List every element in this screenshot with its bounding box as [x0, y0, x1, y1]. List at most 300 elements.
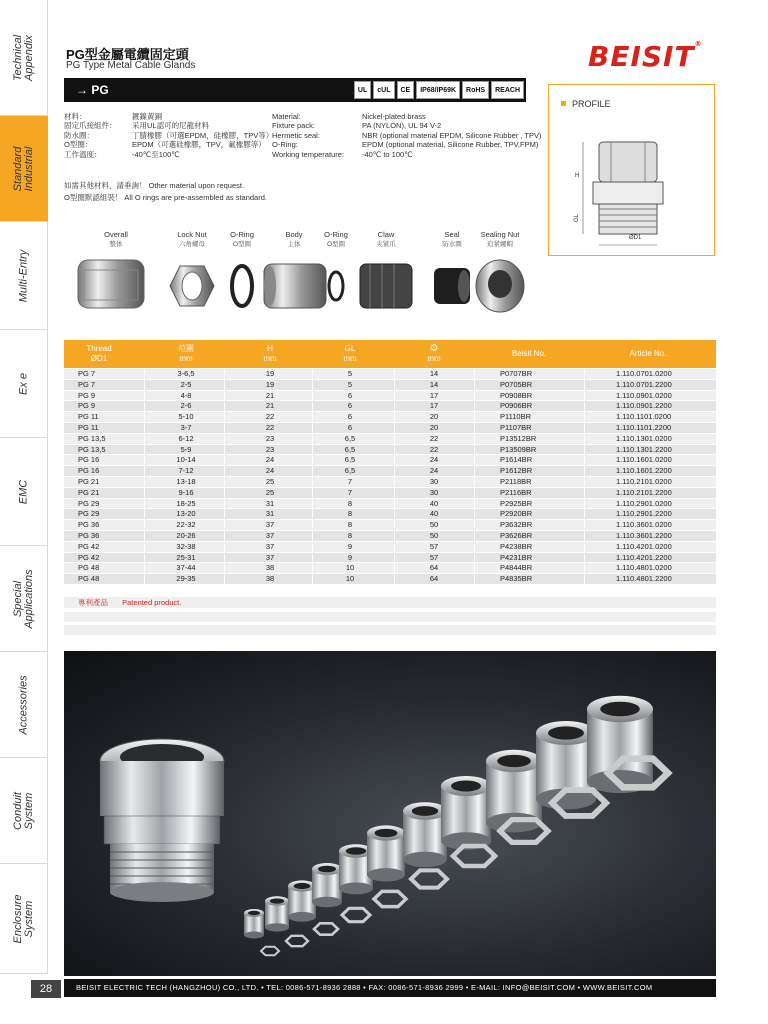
- component-item: [356, 230, 416, 248]
- hex-nut: [411, 870, 447, 887]
- column-separator: [584, 391, 585, 401]
- cell-range: 2-5: [180, 379, 192, 389]
- spec-cn-value: 鍍鎳黃銅: [132, 112, 162, 121]
- column-separator: [144, 423, 145, 433]
- column-separator: [224, 509, 225, 519]
- cell-beisit-no: P4231BR: [500, 552, 533, 562]
- cell-article-no: 1.110.3601.2200: [616, 530, 672, 540]
- th-thread-sub: ØD1: [90, 354, 108, 363]
- column-separator: [474, 369, 475, 379]
- sidebar-tab[interactable]: [0, 758, 48, 864]
- column-separator: [224, 434, 225, 444]
- column-separator: [584, 423, 585, 433]
- components-row: [64, 230, 534, 330]
- component-name-cn: 追紧螺帽: [487, 241, 513, 248]
- column-separator: [474, 423, 475, 433]
- cell-beisit-no: P2925BR: [500, 498, 533, 508]
- column-separator: [144, 574, 145, 584]
- cell-range: 20-26: [176, 530, 196, 540]
- column-separator: [584, 563, 585, 573]
- spec-en-key: Working temperature:: [272, 149, 344, 159]
- spec-en-value: PA (NYLON), UL 94 V-2: [362, 121, 442, 131]
- patent-en: Patented product.: [122, 598, 182, 607]
- th-h-unit: mm: [263, 354, 277, 363]
- column-separator: [312, 391, 313, 401]
- column-separator: [584, 542, 585, 552]
- th-wrench-unit: mm: [427, 354, 441, 363]
- column-separator: [394, 380, 395, 390]
- sidebar-tab-label: Multi-Entry: [17, 249, 29, 302]
- small-gland: [312, 863, 342, 907]
- registered-mark: ®: [694, 40, 703, 48]
- cell-beisit-no: P4238BR: [500, 541, 533, 551]
- column-separator: [224, 499, 225, 509]
- column-separator: [312, 509, 313, 519]
- column-separator: [394, 445, 395, 455]
- column-separator: [584, 445, 585, 455]
- cell-sw: 22: [429, 433, 439, 443]
- sidebar-tab[interactable]: [0, 0, 48, 116]
- cell-beisit-no: P13509BR: [500, 444, 537, 454]
- cell-beisit-no: P13512BR: [500, 433, 537, 443]
- column-separator: [224, 466, 225, 476]
- cell-h: 37: [265, 530, 275, 540]
- table-filler: [64, 625, 716, 635]
- cell-range: 22-32: [176, 520, 196, 530]
- th-h-label: H: [267, 344, 273, 353]
- cell-article-no: 1.110.3601.0200: [616, 520, 672, 530]
- cell-range: 3-7: [180, 422, 192, 432]
- column-separator: [394, 542, 395, 552]
- cell-h: 23: [265, 433, 275, 443]
- column-separator: [224, 488, 225, 498]
- cell-gl: 8: [347, 520, 353, 530]
- sidebar-tab[interactable]: [0, 116, 48, 222]
- cell-beisit-no: P0908BR: [500, 390, 533, 400]
- column-separator: [394, 509, 395, 519]
- column-separator: [584, 369, 585, 379]
- dim-d1-label: ØD1: [629, 235, 642, 241]
- component-name-cn: 夹紧爪: [376, 241, 396, 248]
- column-separator: [394, 488, 395, 498]
- cell-article-no: 1.110.1601.2200: [616, 466, 672, 476]
- cell-sw: 50: [429, 530, 439, 540]
- column-separator: [584, 466, 585, 476]
- table-row: [64, 520, 716, 531]
- cell-gl: 6: [347, 422, 353, 432]
- cell-range: 13-20: [176, 509, 196, 519]
- column-separator: [144, 391, 145, 401]
- sidebar-tab-label: Enclosure System: [11, 894, 35, 943]
- column-separator: [584, 401, 585, 411]
- th-thread: [64, 344, 134, 364]
- cell-sw: 22: [429, 444, 439, 454]
- cell-range: 5-10: [178, 412, 194, 422]
- spec-cn-value: 丁腈橡膠（可選EPDM，硅橡膠，TPV等）: [132, 130, 274, 140]
- spec-cn-value: EPDM（可選硅橡膠，TPV，氟橡膠等）: [132, 140, 266, 150]
- sidebar-tab-label: Standard Industrial: [12, 146, 35, 191]
- cell-beisit-no: P3626BR: [500, 530, 533, 540]
- spec-table: [64, 369, 716, 585]
- column-separator: [394, 477, 395, 487]
- cell-article-no: 1.110.1301.0200: [616, 433, 672, 443]
- cell-beisit-no: P4835BR: [500, 574, 533, 584]
- sidebar-tab-label: Special Applications: [11, 568, 35, 629]
- cell-beisit-no: P2118BR: [500, 476, 532, 486]
- column-separator: [224, 369, 225, 379]
- small-gland: [244, 909, 264, 939]
- component-name-en: Sealing Nut: [480, 230, 520, 239]
- page-title-en: PG Type Metal Cable Glands: [66, 60, 196, 71]
- cell-article-no: 1.110.1101.2200: [616, 422, 672, 432]
- cell-thread: PG 36: [78, 520, 100, 530]
- sidebar-tab-label: EMC: [17, 479, 29, 504]
- spec-cn-key: 固定爪接組件：: [64, 121, 117, 131]
- cell-range: 7-12: [178, 466, 194, 476]
- small-gland: [288, 880, 316, 921]
- column-separator: [474, 391, 475, 401]
- cell-article-no: 1.110.2101.2200: [616, 487, 672, 497]
- table-row: [64, 380, 716, 391]
- sidebar-tab[interactable]: [0, 222, 48, 330]
- cell-range: 37-44: [176, 563, 196, 573]
- component-name-en: Body: [285, 230, 303, 239]
- spec-cn-key: 工作溫度：: [64, 149, 102, 159]
- column-separator: [224, 423, 225, 433]
- product-photo: [64, 651, 716, 976]
- cell-range: 25-31: [176, 552, 196, 562]
- component-item: [470, 230, 530, 248]
- cell-thread: PG 7: [78, 379, 96, 389]
- cell-h: 24: [265, 466, 275, 476]
- cell-range: 13-18: [176, 476, 196, 486]
- column-separator: [144, 412, 145, 422]
- cell-beisit-no: P0705BR: [500, 379, 533, 389]
- column-separator: [584, 499, 585, 509]
- body-icon: [264, 264, 326, 308]
- seal-icon: [434, 268, 470, 304]
- sidebar-tab-label: Conduit System: [11, 791, 35, 830]
- component-name-en: O-Ring: [324, 230, 348, 239]
- hex-nut: [342, 908, 370, 921]
- cell-h: 24: [265, 455, 275, 465]
- column-separator: [144, 509, 145, 519]
- column-separator: [224, 553, 225, 563]
- spec-en-value: -40℃ to 100℃: [362, 149, 413, 159]
- profile-title: [561, 99, 611, 109]
- section-bar: [64, 78, 526, 102]
- cell-sw: 57: [429, 552, 439, 562]
- cell-gl: 5: [347, 379, 353, 389]
- cell-thread: PG 48: [78, 563, 100, 573]
- sidebar-tab[interactable]: [0, 438, 48, 546]
- cell-article-no: 1.110.1301.2200: [616, 444, 672, 454]
- cell-sw: 30: [429, 487, 439, 497]
- cell-thread: PG 13,5: [78, 433, 106, 443]
- spec-en-value: NBR (optional material EPDM, Silicone Rubber , TPV): [362, 130, 542, 140]
- spec-cn-value: 采用UL認可的尼龍材料: [132, 121, 210, 131]
- table-row: [64, 553, 716, 564]
- cell-gl: 6: [347, 401, 353, 411]
- column-separator: [474, 563, 475, 573]
- patent-cn: 專利產品: [78, 598, 108, 607]
- sidebar-tab[interactable]: [0, 864, 48, 974]
- small-gland: [441, 776, 491, 850]
- column-separator: [394, 553, 395, 563]
- spec-cn-key: 防水圈：: [64, 130, 94, 140]
- cell-sw: 40: [429, 509, 439, 519]
- page-number: 28: [31, 980, 61, 998]
- cell-thread: PG 9: [78, 401, 96, 411]
- column-separator: [312, 542, 313, 552]
- th-h: [240, 344, 300, 364]
- column-separator: [224, 391, 225, 401]
- component-name-en: Seal: [444, 230, 460, 239]
- column-separator: [224, 563, 225, 573]
- small-gland: [587, 696, 653, 793]
- cell-sw: 57: [429, 541, 439, 551]
- cell-range: 18-25: [176, 498, 196, 508]
- th-gl-unit: mm: [343, 354, 357, 363]
- sidebar-tab-label: Accessories: [17, 674, 29, 735]
- cell-thread: PG 9: [78, 390, 96, 400]
- column-separator: [312, 520, 313, 530]
- cell-sw: 24: [429, 455, 439, 465]
- column-separator: [584, 477, 585, 487]
- cell-range: 3-6,5: [177, 369, 195, 378]
- cell-sw: 14: [429, 379, 439, 389]
- cell-h: 25: [265, 487, 275, 497]
- th-gl-label: GL: [344, 344, 356, 353]
- cell-beisit-no: P1614BR: [500, 455, 533, 465]
- component-name-en: Overall: [104, 230, 128, 239]
- bullet-icon: [561, 101, 566, 106]
- column-separator: [394, 391, 395, 401]
- cell-gl: 9: [347, 552, 353, 562]
- sidebar-tab[interactable]: [0, 652, 48, 758]
- note-material: 如需其他材料，請垂詢！ Other material upon request.: [64, 181, 245, 190]
- table-row: [64, 542, 716, 553]
- small-gland: [265, 896, 289, 931]
- table-row: [64, 391, 716, 402]
- component-name-cn: 整体: [109, 241, 123, 248]
- column-separator: [144, 553, 145, 563]
- column-separator: [144, 520, 145, 530]
- cell-h: 22: [265, 422, 275, 432]
- column-separator: [584, 455, 585, 465]
- th-beisit-no: Beisit No.: [511, 349, 547, 358]
- sidebar-tab-label: Ex e: [17, 372, 29, 395]
- table-row: [64, 531, 716, 542]
- cell-sw: 64: [429, 563, 439, 573]
- cell-range: 10-14: [176, 455, 196, 465]
- column-separator: [474, 542, 475, 552]
- column-separator: [312, 553, 313, 563]
- cell-thread: PG 42: [78, 541, 100, 551]
- th-gl: [320, 344, 380, 364]
- column-separator: [394, 499, 395, 509]
- cell-sw: 20: [429, 412, 439, 422]
- column-separator: [474, 434, 475, 444]
- cell-h: 37: [265, 520, 275, 530]
- column-separator: [584, 509, 585, 519]
- note-oring: O型圈默認組裝！ All O rings are pre-assembled as standard.: [64, 193, 267, 202]
- column-separator: [144, 531, 145, 541]
- spec-cn-value: -40℃至100℃: [132, 149, 180, 159]
- cell-thread: PG 13,5: [78, 444, 106, 454]
- profile-title-text: PROFILE: [572, 99, 611, 109]
- column-separator: [312, 477, 313, 487]
- column-separator: [144, 401, 145, 411]
- cell-gl: 6,5: [344, 433, 356, 443]
- column-separator: [394, 401, 395, 411]
- hex-nut: [314, 923, 338, 934]
- cell-beisit-no: P1107BR: [500, 422, 532, 432]
- column-separator: [144, 369, 145, 379]
- cell-article-no: 1.110.2101.0200: [616, 476, 672, 486]
- cell-sw: 30: [429, 476, 439, 486]
- cell-thread: PG 21: [78, 487, 100, 497]
- component-name-en: Claw: [377, 230, 395, 239]
- spec-en-key: Fixture pack:: [272, 121, 315, 131]
- cell-h: 19: [265, 379, 275, 389]
- cell-article-no: 1.110.0701.2200: [616, 379, 672, 389]
- column-separator: [224, 531, 225, 541]
- table-row: [64, 423, 716, 434]
- small-gland: [403, 802, 447, 867]
- cell-article-no: 1.110.4201.2200: [616, 552, 672, 562]
- cell-thread: PG 16: [78, 466, 100, 476]
- cell-article-no: 1.110.4801.2200: [616, 574, 672, 584]
- column-separator: [312, 412, 313, 422]
- component-item: [86, 230, 146, 248]
- column-separator: [584, 553, 585, 563]
- cell-range: 29-35: [176, 574, 196, 584]
- cert-badge: REACH: [491, 81, 524, 99]
- large-gland: [100, 739, 224, 902]
- column-separator: [144, 380, 145, 390]
- cell-h: 37: [265, 541, 275, 551]
- column-separator: [584, 488, 585, 498]
- column-separator: [224, 455, 225, 465]
- table-row: [64, 401, 716, 412]
- component-name-cn: 防水圈: [442, 241, 462, 248]
- cert-badge: IP68/IP69K: [416, 81, 460, 99]
- cell-gl: 6: [347, 390, 353, 400]
- column-separator: [474, 445, 475, 455]
- section-label: → PG: [76, 83, 109, 97]
- cell-beisit-no: P2920BR: [500, 509, 533, 519]
- component-name-en: Lock Nut: [177, 230, 207, 239]
- column-separator: [312, 423, 313, 433]
- patent-note: [64, 597, 716, 608]
- cell-thread: PG 48: [78, 574, 100, 584]
- column-separator: [224, 380, 225, 390]
- column-separator: [312, 401, 313, 411]
- th-article-no: Article No.: [629, 349, 667, 358]
- table-row: [64, 412, 716, 423]
- profile-box: [548, 84, 715, 256]
- cell-gl: 7: [347, 487, 353, 497]
- cell-thread: PG 21: [78, 476, 100, 486]
- spec-cn-key: O型圈：: [64, 140, 93, 150]
- cell-thread: PG 29: [78, 498, 100, 508]
- spec-en-key: Hermetic seal:: [272, 130, 320, 140]
- spec-en-value: EPDM (optional material, Silicone Rubber, TPV,FPM): [362, 140, 539, 150]
- table-row: [64, 509, 716, 520]
- cable-glands-image: [64, 651, 716, 976]
- cell-h: 38: [265, 574, 275, 584]
- cell-gl: 6,5: [344, 444, 356, 454]
- column-separator: [312, 488, 313, 498]
- cert-badge: UL: [354, 81, 371, 99]
- cell-thread: PG 11: [78, 412, 99, 422]
- column-separator: [312, 445, 313, 455]
- cert-badge: RoHS: [462, 81, 489, 99]
- column-separator: [224, 477, 225, 487]
- o-ring-icon: [232, 266, 252, 306]
- column-separator: [474, 380, 475, 390]
- component-name-cn: O型圈: [326, 241, 346, 248]
- cell-h: 22: [265, 412, 275, 422]
- column-separator: [474, 553, 475, 563]
- column-separator: [394, 412, 395, 422]
- cell-article-no: 1.110.2901.0200: [616, 498, 672, 508]
- column-separator: [144, 455, 145, 465]
- cert-badge: CE: [397, 81, 415, 99]
- cell-beisit-no: P1110BR: [500, 412, 531, 422]
- column-separator: [144, 466, 145, 476]
- cell-beisit-no: P1612BR: [500, 466, 533, 476]
- cell-thread: PG 42: [78, 552, 100, 562]
- column-separator: [584, 531, 585, 541]
- column-separator: [474, 455, 475, 465]
- cell-range: 5-9: [180, 444, 192, 454]
- cell-gl: 8: [347, 498, 353, 508]
- cell-sw: 24: [429, 466, 439, 476]
- dim-gl-label: GL: [574, 213, 581, 223]
- column-separator: [224, 445, 225, 455]
- cell-h: 31: [265, 509, 275, 519]
- cell-range: 9-16: [178, 487, 194, 497]
- table-row: [64, 434, 716, 445]
- cell-article-no: 1.110.1101.0200: [616, 412, 672, 422]
- column-separator: [474, 499, 475, 509]
- column-separator: [584, 520, 585, 530]
- brand-logo: [588, 40, 703, 73]
- cell-sw: 14: [429, 369, 439, 378]
- column-separator: [144, 445, 145, 455]
- th-range-unit: mm: [179, 354, 193, 363]
- cell-article-no: 1.110.4801.0200: [616, 563, 672, 573]
- o-ring-icon: [329, 272, 343, 300]
- column-separator: [394, 369, 395, 379]
- sidebar-tab[interactable]: [0, 330, 48, 438]
- small-gland: [367, 825, 405, 881]
- cell-beisit-no: P3632BR: [500, 520, 533, 530]
- sidebar-tab[interactable]: [0, 546, 48, 652]
- table-header: [64, 340, 716, 368]
- cell-gl: 9: [347, 541, 353, 551]
- column-separator: [312, 574, 313, 584]
- column-separator: [394, 563, 395, 573]
- column-separator: [144, 488, 145, 498]
- cell-sw: 20: [429, 422, 439, 432]
- column-separator: [144, 434, 145, 444]
- column-separator: [474, 412, 475, 422]
- table-row: [64, 445, 716, 456]
- column-separator: [144, 542, 145, 552]
